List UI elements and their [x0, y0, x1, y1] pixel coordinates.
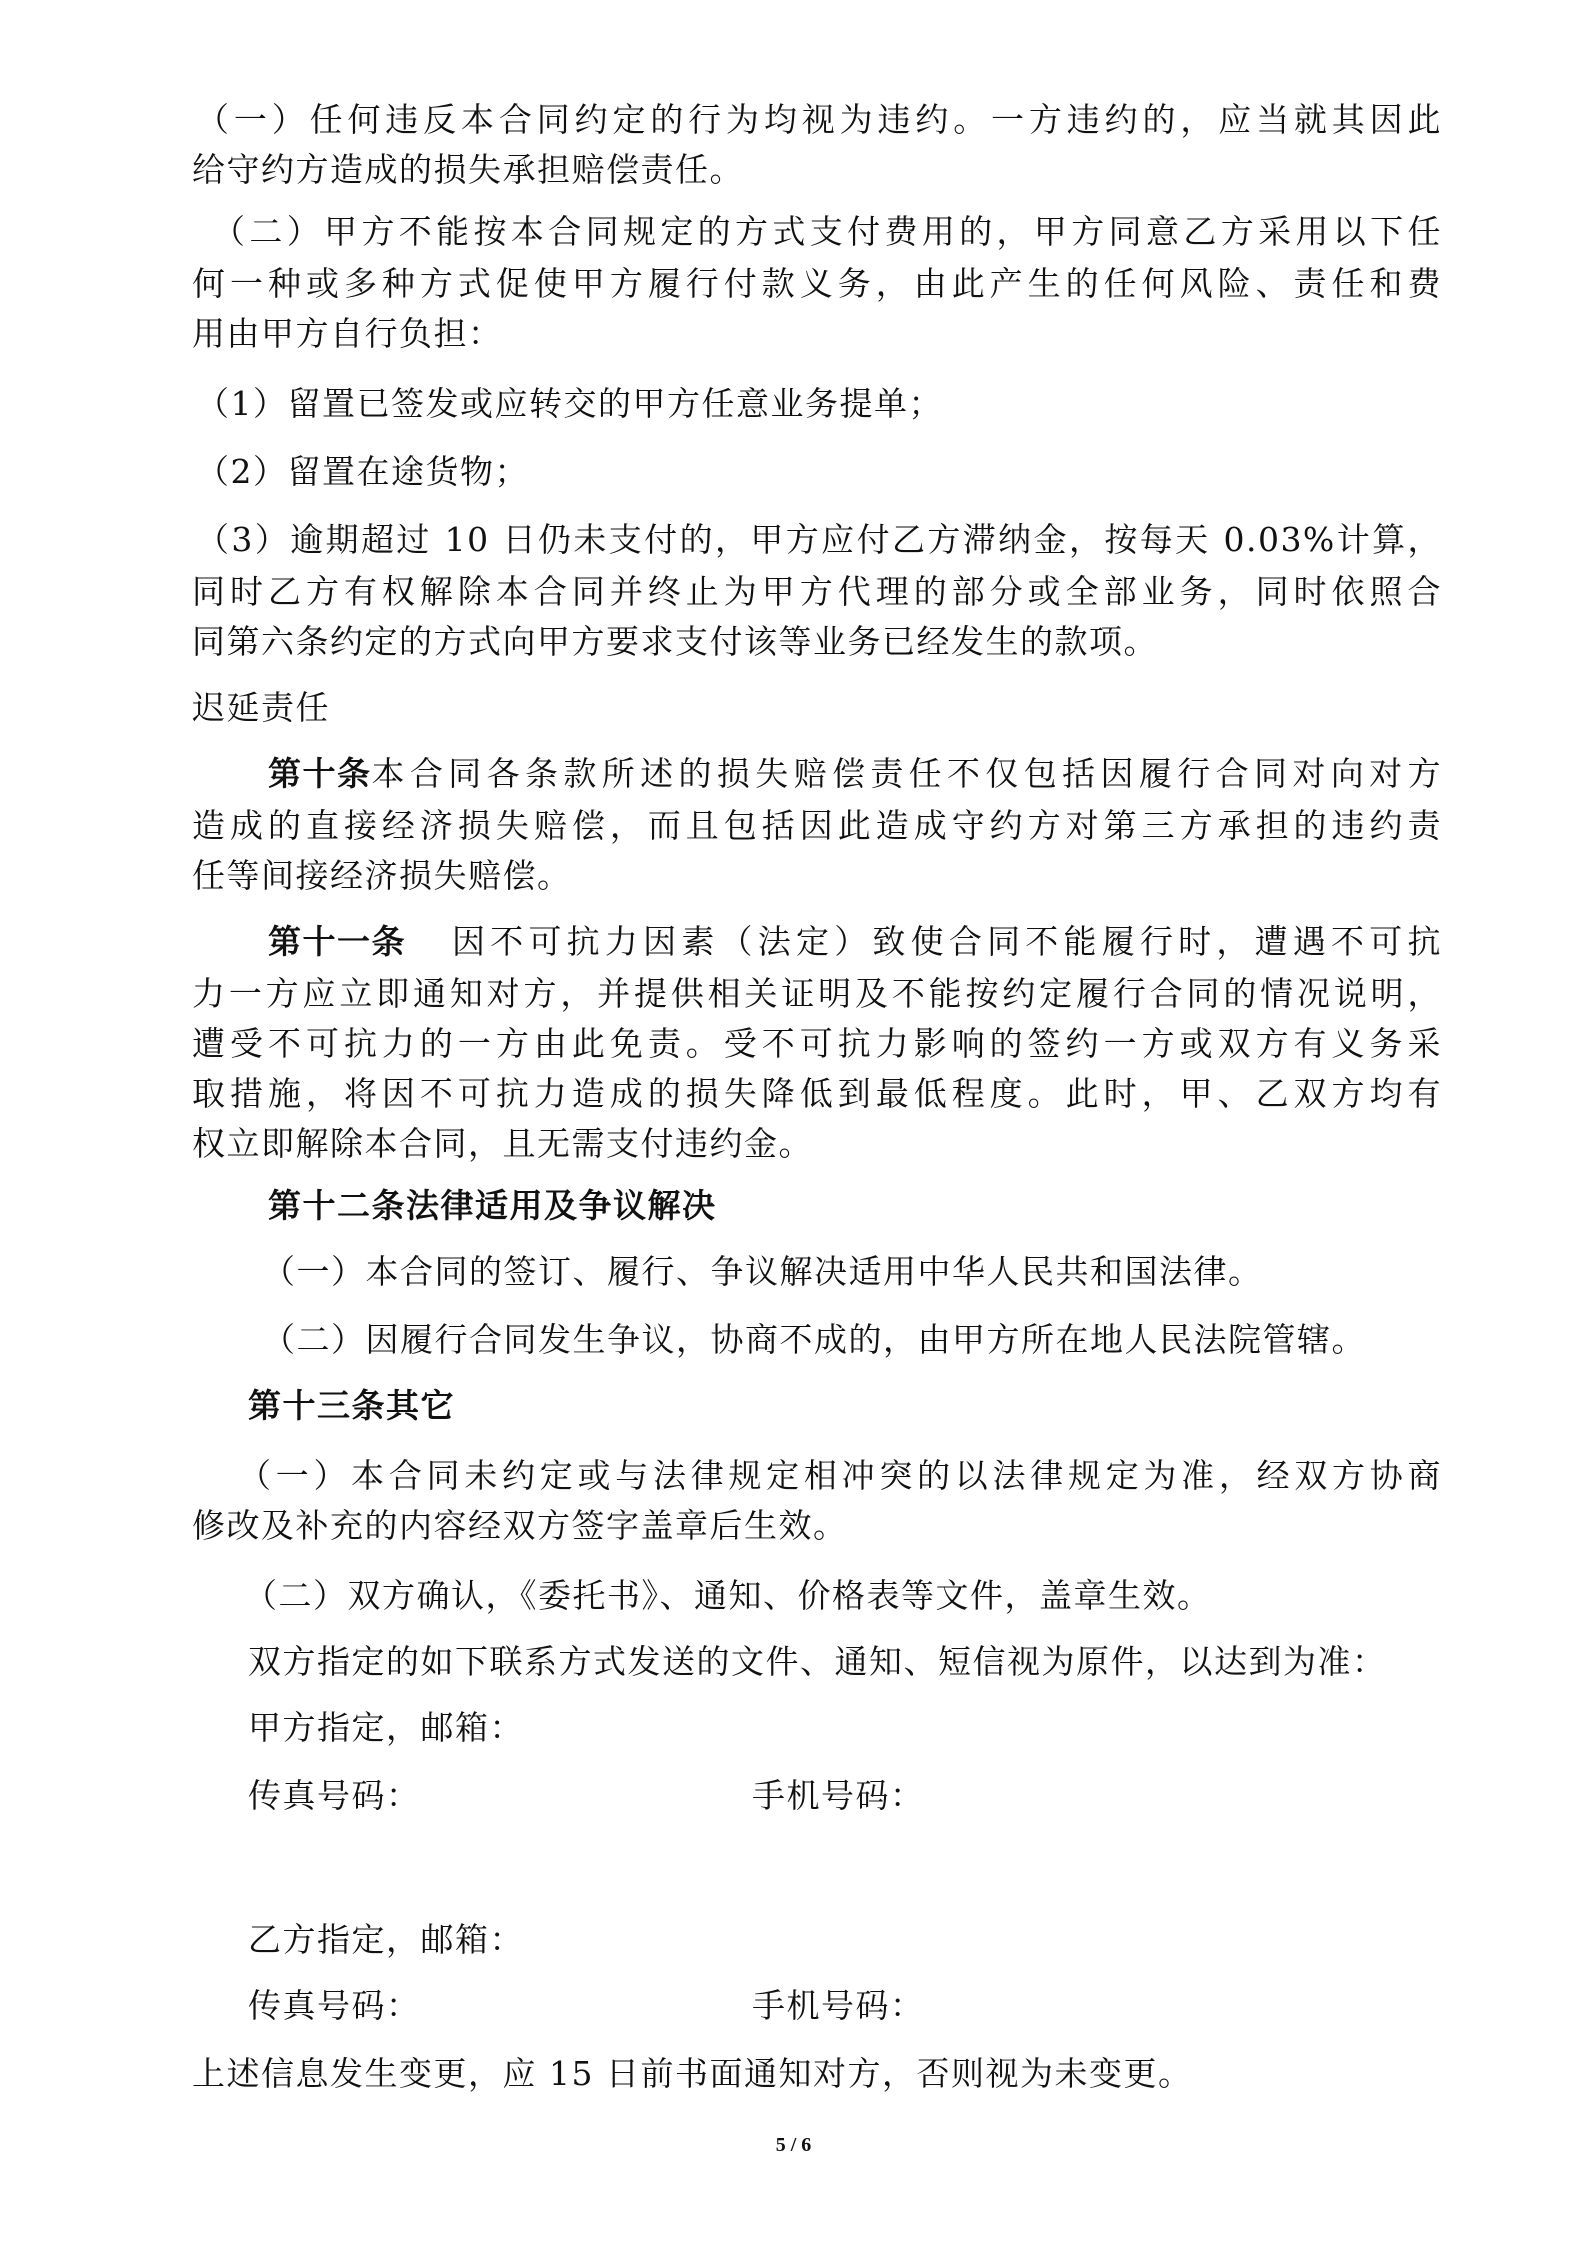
party-a-mobile-label: 手机号码： [752, 1776, 925, 1815]
article-11-line-4: 取措施，将因不可抗力造成的损失降低到最低程度。此时，甲、乙双方均有 [192, 1074, 1442, 1113]
item-2: （2）留置在途货物； [196, 452, 529, 491]
article-13-heading: 第十三条其它 [248, 1386, 455, 1425]
article-12-heading: 第十二条法律适用及争议解决 [268, 1186, 717, 1225]
article-10-heading: 第十条 [268, 754, 372, 793]
clause-payment-line-3: 用由甲方自行负担： [192, 314, 503, 353]
clause-payment-line-1: （二）甲方不能按本合同规定的方式支付费用的，甲方同意乙方采用以下任 [212, 212, 1442, 251]
change-notice: 上述信息发生变更，应 15 日前书面通知对方，否则视为未变更。 [192, 2054, 1193, 2093]
article-10-line-1 [268, 752, 1442, 796]
page-number: 5 / 6 [775, 2134, 812, 2156]
article-11-text-1: 因不可抗力因素（法定）致使合同不能履行时，遭遇不可抗 [452, 922, 1442, 961]
contact-statement: 双方指定的如下联系方式发送的文件、通知、短信视为原件，以达到为准： [248, 1642, 1387, 1681]
article-13-item-1-line-1: （一）本合同未约定或与法律规定相冲突的以法律规定为准，经双方协商 [238, 1456, 1442, 1495]
party-a-email-label: 甲方指定，邮箱： [248, 1708, 524, 1747]
article-11-line-1 [268, 920, 1442, 964]
item-1: （1）留置已签发或应转交的甲方任意业务提单； [196, 384, 943, 423]
article-13-item-1-line-2: 修改及补充的内容经双方签字盖章后生效。 [192, 1506, 848, 1545]
article-11-line-5: 权立即解除本合同，且无需支付违约金。 [192, 1124, 813, 1163]
section-heading-delay: 迟延责任 [192, 688, 330, 727]
party-a-fax-label: 传真号码： [248, 1776, 421, 1815]
article-11-line-3: 遭受不可抗力的一方由此免责。受不可抗力影响的签约一方或双方有义务采 [192, 1024, 1442, 1063]
article-10-line-3: 任等间接经济损失赔偿。 [192, 856, 572, 895]
clause-breach-line-2: 给守约方造成的损失承担赔偿责任。 [192, 150, 744, 189]
article-12-item-1: （一）本合同的签订、履行、争议解决适用中华人民共和国法律。 [262, 1252, 1263, 1291]
article-10-text-1: 本合同各条款所述的损失赔偿责任不仅包括因履行合同对向对方 [371, 754, 1442, 793]
item-3-line-1: （3）逾期超过 10 日仍未支付的，甲方应付乙方滞纳金，按每天 0.03%计算， [196, 520, 1442, 559]
party-b-mobile-label: 手机号码： [752, 1986, 925, 2025]
clause-payment-line-2: 何一种或多种方式促使甲方履行付款义务，由此产生的任何风险、责任和费 [192, 264, 1442, 303]
party-b-fax-label: 传真号码： [248, 1986, 421, 2025]
article-12-item-2: （二）因履行合同发生争议，协商不成的，由甲方所在地人民法院管辖。 [262, 1320, 1366, 1359]
article-10-line-2: 造成的直接经济损失赔偿，而且包括因此造成守约方对第三方承担的违约责 [192, 806, 1442, 845]
article-11-line-2: 力一方应立即通知对方，并提供相关证明及不能按约定履行合同的情况说明， [192, 974, 1442, 1013]
item-3-line-2: 同时乙方有权解除本合同并终止为甲方代理的部分或全部业务，同时依照合 [192, 572, 1442, 611]
article-11-heading: 第十一条 [268, 922, 406, 961]
clause-breach-line-1: （一）任何违反本合同约定的行为均视为违约。一方违约的，应当就其因此 [196, 100, 1442, 139]
item-3-line-3: 同第六条约定的方式向甲方要求支付该等业务已经发生的款项。 [192, 622, 1158, 661]
article-13-item-2: （二）双方确认，《委托书》、通知、价格表等文件，盖章生效。 [244, 1576, 1212, 1615]
party-b-email-label: 乙方指定，邮箱： [248, 1920, 524, 1959]
